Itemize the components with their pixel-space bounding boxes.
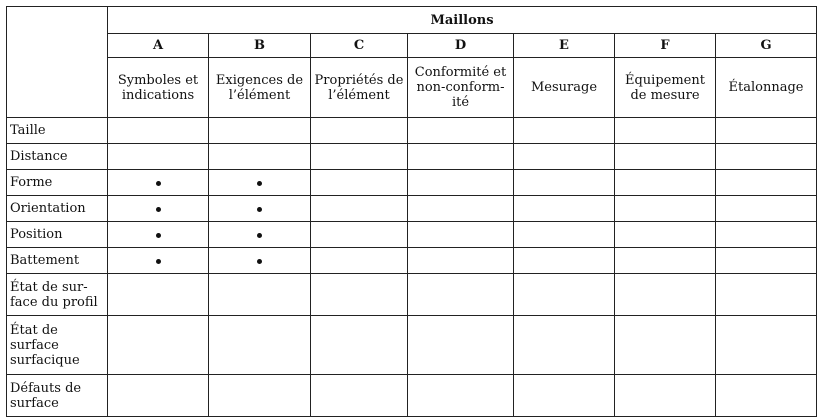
geometry-chain-matrix bbox=[6, 6, 817, 417]
matrix-cell bbox=[311, 274, 408, 316]
row-label: Taille bbox=[7, 118, 108, 144]
column-letter-f: F bbox=[615, 34, 716, 58]
matrix-cell bbox=[108, 248, 209, 274]
group-header-row bbox=[7, 7, 817, 34]
bullet-mark-icon bbox=[156, 207, 161, 212]
matrix-cell bbox=[716, 118, 817, 144]
matrix-cell bbox=[408, 144, 514, 170]
matrix-cell bbox=[716, 144, 817, 170]
matrix-cell bbox=[209, 248, 311, 274]
corner-cell bbox=[7, 7, 108, 118]
matrix-cell bbox=[615, 144, 716, 170]
matrix-cell bbox=[408, 248, 514, 274]
matrix-cell bbox=[209, 118, 311, 144]
bullet-mark-icon bbox=[257, 233, 262, 238]
matrix-cell bbox=[311, 118, 408, 144]
table-row bbox=[7, 144, 817, 170]
matrix-cell bbox=[716, 375, 817, 417]
matrix-cell bbox=[514, 316, 615, 375]
column-letter-g: G bbox=[716, 34, 817, 58]
matrix-cell bbox=[615, 118, 716, 144]
matrix-cell bbox=[408, 118, 514, 144]
matrix-cell bbox=[108, 375, 209, 417]
matrix-cell bbox=[408, 170, 514, 196]
matrix-cell bbox=[514, 118, 615, 144]
matrix-cell bbox=[108, 196, 209, 222]
table-row bbox=[7, 375, 817, 417]
column-title-f: Équipement de mesure bbox=[615, 58, 716, 118]
matrix-cell bbox=[615, 248, 716, 274]
row-label: État de surface du profil bbox=[7, 274, 108, 316]
column-title-c: Propriétés de l’élément bbox=[311, 58, 408, 118]
table-row bbox=[7, 316, 817, 375]
matrix-cell bbox=[108, 316, 209, 375]
matrix-cell bbox=[209, 170, 311, 196]
table-row bbox=[7, 222, 817, 248]
matrix-cell bbox=[311, 196, 408, 222]
matrix-cell bbox=[408, 274, 514, 316]
matrix-cell bbox=[311, 222, 408, 248]
column-letter-row bbox=[7, 34, 817, 58]
matrix-cell bbox=[716, 316, 817, 375]
column-title-row bbox=[7, 58, 817, 118]
column-title-e: Mesurage bbox=[514, 58, 615, 118]
matrix-cell bbox=[311, 375, 408, 417]
matrix-cell bbox=[716, 222, 817, 248]
row-label: Distance bbox=[7, 144, 108, 170]
column-title-d: Conformité et non-conformité bbox=[408, 58, 514, 118]
matrix-cell bbox=[615, 170, 716, 196]
matrix-cell bbox=[311, 170, 408, 196]
matrix-cell bbox=[716, 274, 817, 316]
table-row bbox=[7, 248, 817, 274]
matrix-cell bbox=[615, 196, 716, 222]
bullet-mark-icon bbox=[156, 233, 161, 238]
column-title-b: Exigences de l’élément bbox=[209, 58, 311, 118]
row-label: Défauts de surface bbox=[7, 375, 108, 417]
matrix-cell bbox=[514, 170, 615, 196]
row-label: Forme bbox=[7, 170, 108, 196]
matrix-body bbox=[7, 7, 817, 417]
table-row bbox=[7, 118, 817, 144]
column-title-a: Symboles et indications bbox=[108, 58, 209, 118]
matrix-cell bbox=[615, 274, 716, 316]
matrix-cell bbox=[311, 248, 408, 274]
matrix-cell bbox=[209, 375, 311, 417]
matrix-cell bbox=[716, 248, 817, 274]
matrix-cell bbox=[615, 222, 716, 248]
bullet-mark-icon bbox=[156, 259, 161, 264]
column-letter-c: C bbox=[311, 34, 408, 58]
bullet-mark-icon bbox=[257, 259, 262, 264]
matrix-cell bbox=[108, 222, 209, 248]
matrix-cell bbox=[108, 274, 209, 316]
matrix-cell bbox=[408, 222, 514, 248]
matrix-cell bbox=[615, 316, 716, 375]
column-letter-b: B bbox=[209, 34, 311, 58]
matrix-cell bbox=[514, 222, 615, 248]
matrix-cell bbox=[108, 118, 209, 144]
matrix-cell bbox=[514, 248, 615, 274]
row-label: Battement bbox=[7, 248, 108, 274]
matrix-cell bbox=[408, 316, 514, 375]
row-label: Position bbox=[7, 222, 108, 248]
column-title-g: Étalonnage bbox=[716, 58, 817, 118]
column-letter-e: E bbox=[514, 34, 615, 58]
matrix-cell bbox=[209, 196, 311, 222]
table-row bbox=[7, 196, 817, 222]
matrix-cell bbox=[108, 170, 209, 196]
matrix-cell bbox=[209, 316, 311, 375]
matrix-cell bbox=[408, 196, 514, 222]
matrix-cell bbox=[311, 316, 408, 375]
matrix-cell bbox=[108, 144, 209, 170]
matrix-cell bbox=[209, 222, 311, 248]
matrix-cell bbox=[311, 144, 408, 170]
matrix-cell bbox=[408, 375, 514, 417]
bullet-mark-icon bbox=[257, 181, 262, 186]
row-label: État de surface surfacique bbox=[7, 316, 108, 375]
row-label: Orientation bbox=[7, 196, 108, 222]
matrix-cell bbox=[514, 144, 615, 170]
table-row bbox=[7, 170, 817, 196]
column-letter-a: A bbox=[108, 34, 209, 58]
bullet-mark-icon bbox=[156, 181, 161, 186]
column-letter-d: D bbox=[408, 34, 514, 58]
matrix-cell bbox=[209, 274, 311, 316]
matrix-cell bbox=[716, 196, 817, 222]
bullet-mark-icon bbox=[257, 207, 262, 212]
matrix-cell bbox=[514, 274, 615, 316]
table-row bbox=[7, 274, 817, 316]
group-header-maillons: Maillons bbox=[108, 7, 817, 34]
matrix-cell bbox=[514, 375, 615, 417]
matrix-cell bbox=[716, 170, 817, 196]
matrix-cell bbox=[615, 375, 716, 417]
matrix-cell bbox=[209, 144, 311, 170]
matrix-cell bbox=[514, 196, 615, 222]
